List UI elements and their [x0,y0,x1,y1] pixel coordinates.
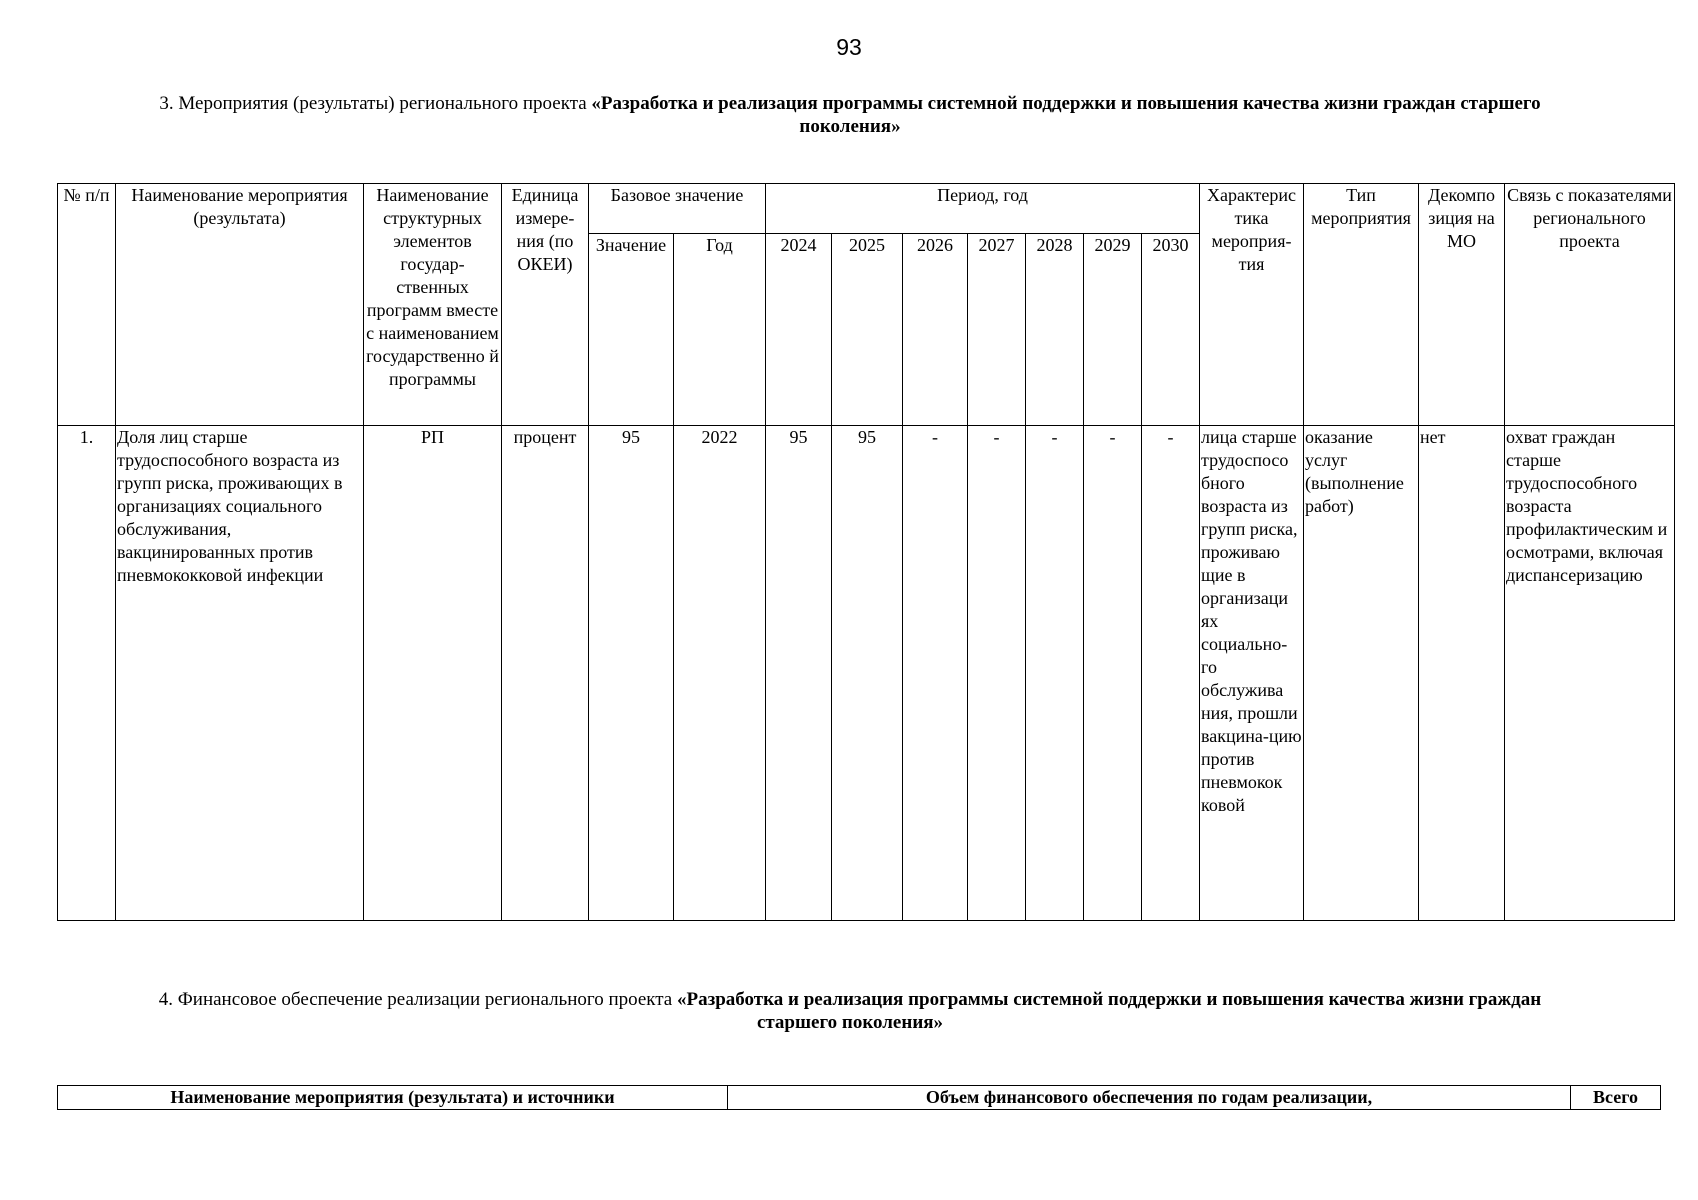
row-base-value: 95 [589,426,674,921]
header-measure-name: Наименование мероприятия (результата) [116,184,364,426]
measures-table [57,183,1675,921]
header-year: 2026 [903,234,968,426]
row-year-value: - [968,426,1026,921]
header-link-indicators: Связь с показателями регионального проекта [1505,184,1675,426]
header-year: 2028 [1026,234,1084,426]
header-base-year-sub: Год [674,234,766,426]
finance-header-volume: Объем финансового обеспечения по годам реализации, [728,1086,1571,1110]
header-measure-type: Тип мероприятия [1304,184,1419,426]
finance-table [57,1085,1661,1110]
table-row [58,426,1675,921]
header-year: 2030 [1142,234,1200,426]
header-characteristic: Характерис тика мероприя-тия [1200,184,1304,426]
row-year-value: - [1084,426,1142,921]
row-unit: процент [502,426,589,921]
row-num: 1. [58,426,116,921]
row-year-value: - [1142,426,1200,921]
row-year-value: - [1026,426,1084,921]
row-measure-name: Доля лиц старше трудоспособного возраста из групп риска, проживающих в организациях социального обслуживания, вакцинированных против пневмококковой инфекции [116,426,364,921]
page-number: 93 [836,34,862,60]
row-year-value: 95 [832,426,903,921]
header-year: 2025 [832,234,903,426]
row-structural-element: РП [364,426,502,921]
row-characteristic: лица старше трудоспосо бного возраста из групп риска, проживаю щие в организаци ях социально-го обслужива ния, прошли вакцина-цию против пневмокок ковой [1200,426,1304,921]
section-4-heading-text: 4. Финансовое обеспечение реализации регионального проекта [158,989,677,1010]
finance-header-total: Всего [1571,1086,1661,1110]
section-3-heading-text: 3. Мероприятия (результаты) регионального проекта [159,93,592,114]
header-decomposition: Декомпо зиция на МО [1419,184,1505,426]
header-year: 2029 [1084,234,1142,426]
header-base-value-sub: Значение [589,234,674,426]
finance-header-name: Наименование мероприятия (результата) и источники [58,1086,728,1110]
header-year: 2024 [766,234,832,426]
header-unit: Единица измере-ния (по ОКЕИ) [502,184,589,426]
section-3-heading-project: «Разработка и реализация программы системной поддержки и повышения качества жизни граждан старшего поколения» [591,93,1541,137]
finance-header-row [58,1086,1661,1110]
row-decomposition: нет [1419,426,1505,921]
row-link-indicators: охват граждан старше трудоспособного возраста профилактическим и осмотрами, включая диспансеризацию [1505,426,1675,921]
row-year-value: 95 [766,426,832,921]
header-base-value: Базовое значение [589,184,766,234]
section-3-heading [130,92,1570,138]
row-measure-type: оказание услуг (выполнение работ) [1304,426,1419,921]
header-year: 2027 [968,234,1026,426]
section-4-heading-project: «Разработка и реализация программы системной поддержки и повышения качества жизни граждан старшего поколения» [676,989,1542,1033]
header-period: Период, год [766,184,1200,234]
row-year-value: - [903,426,968,921]
header-row-1 [58,184,1675,234]
section-4-heading [130,988,1570,1034]
header-num: № п/п [58,184,116,426]
row-base-year: 2022 [674,426,766,921]
header-structural-elements: Наименование структурных элементов государ-ственных программ вместе с наименованием государственно й программы [364,184,502,426]
